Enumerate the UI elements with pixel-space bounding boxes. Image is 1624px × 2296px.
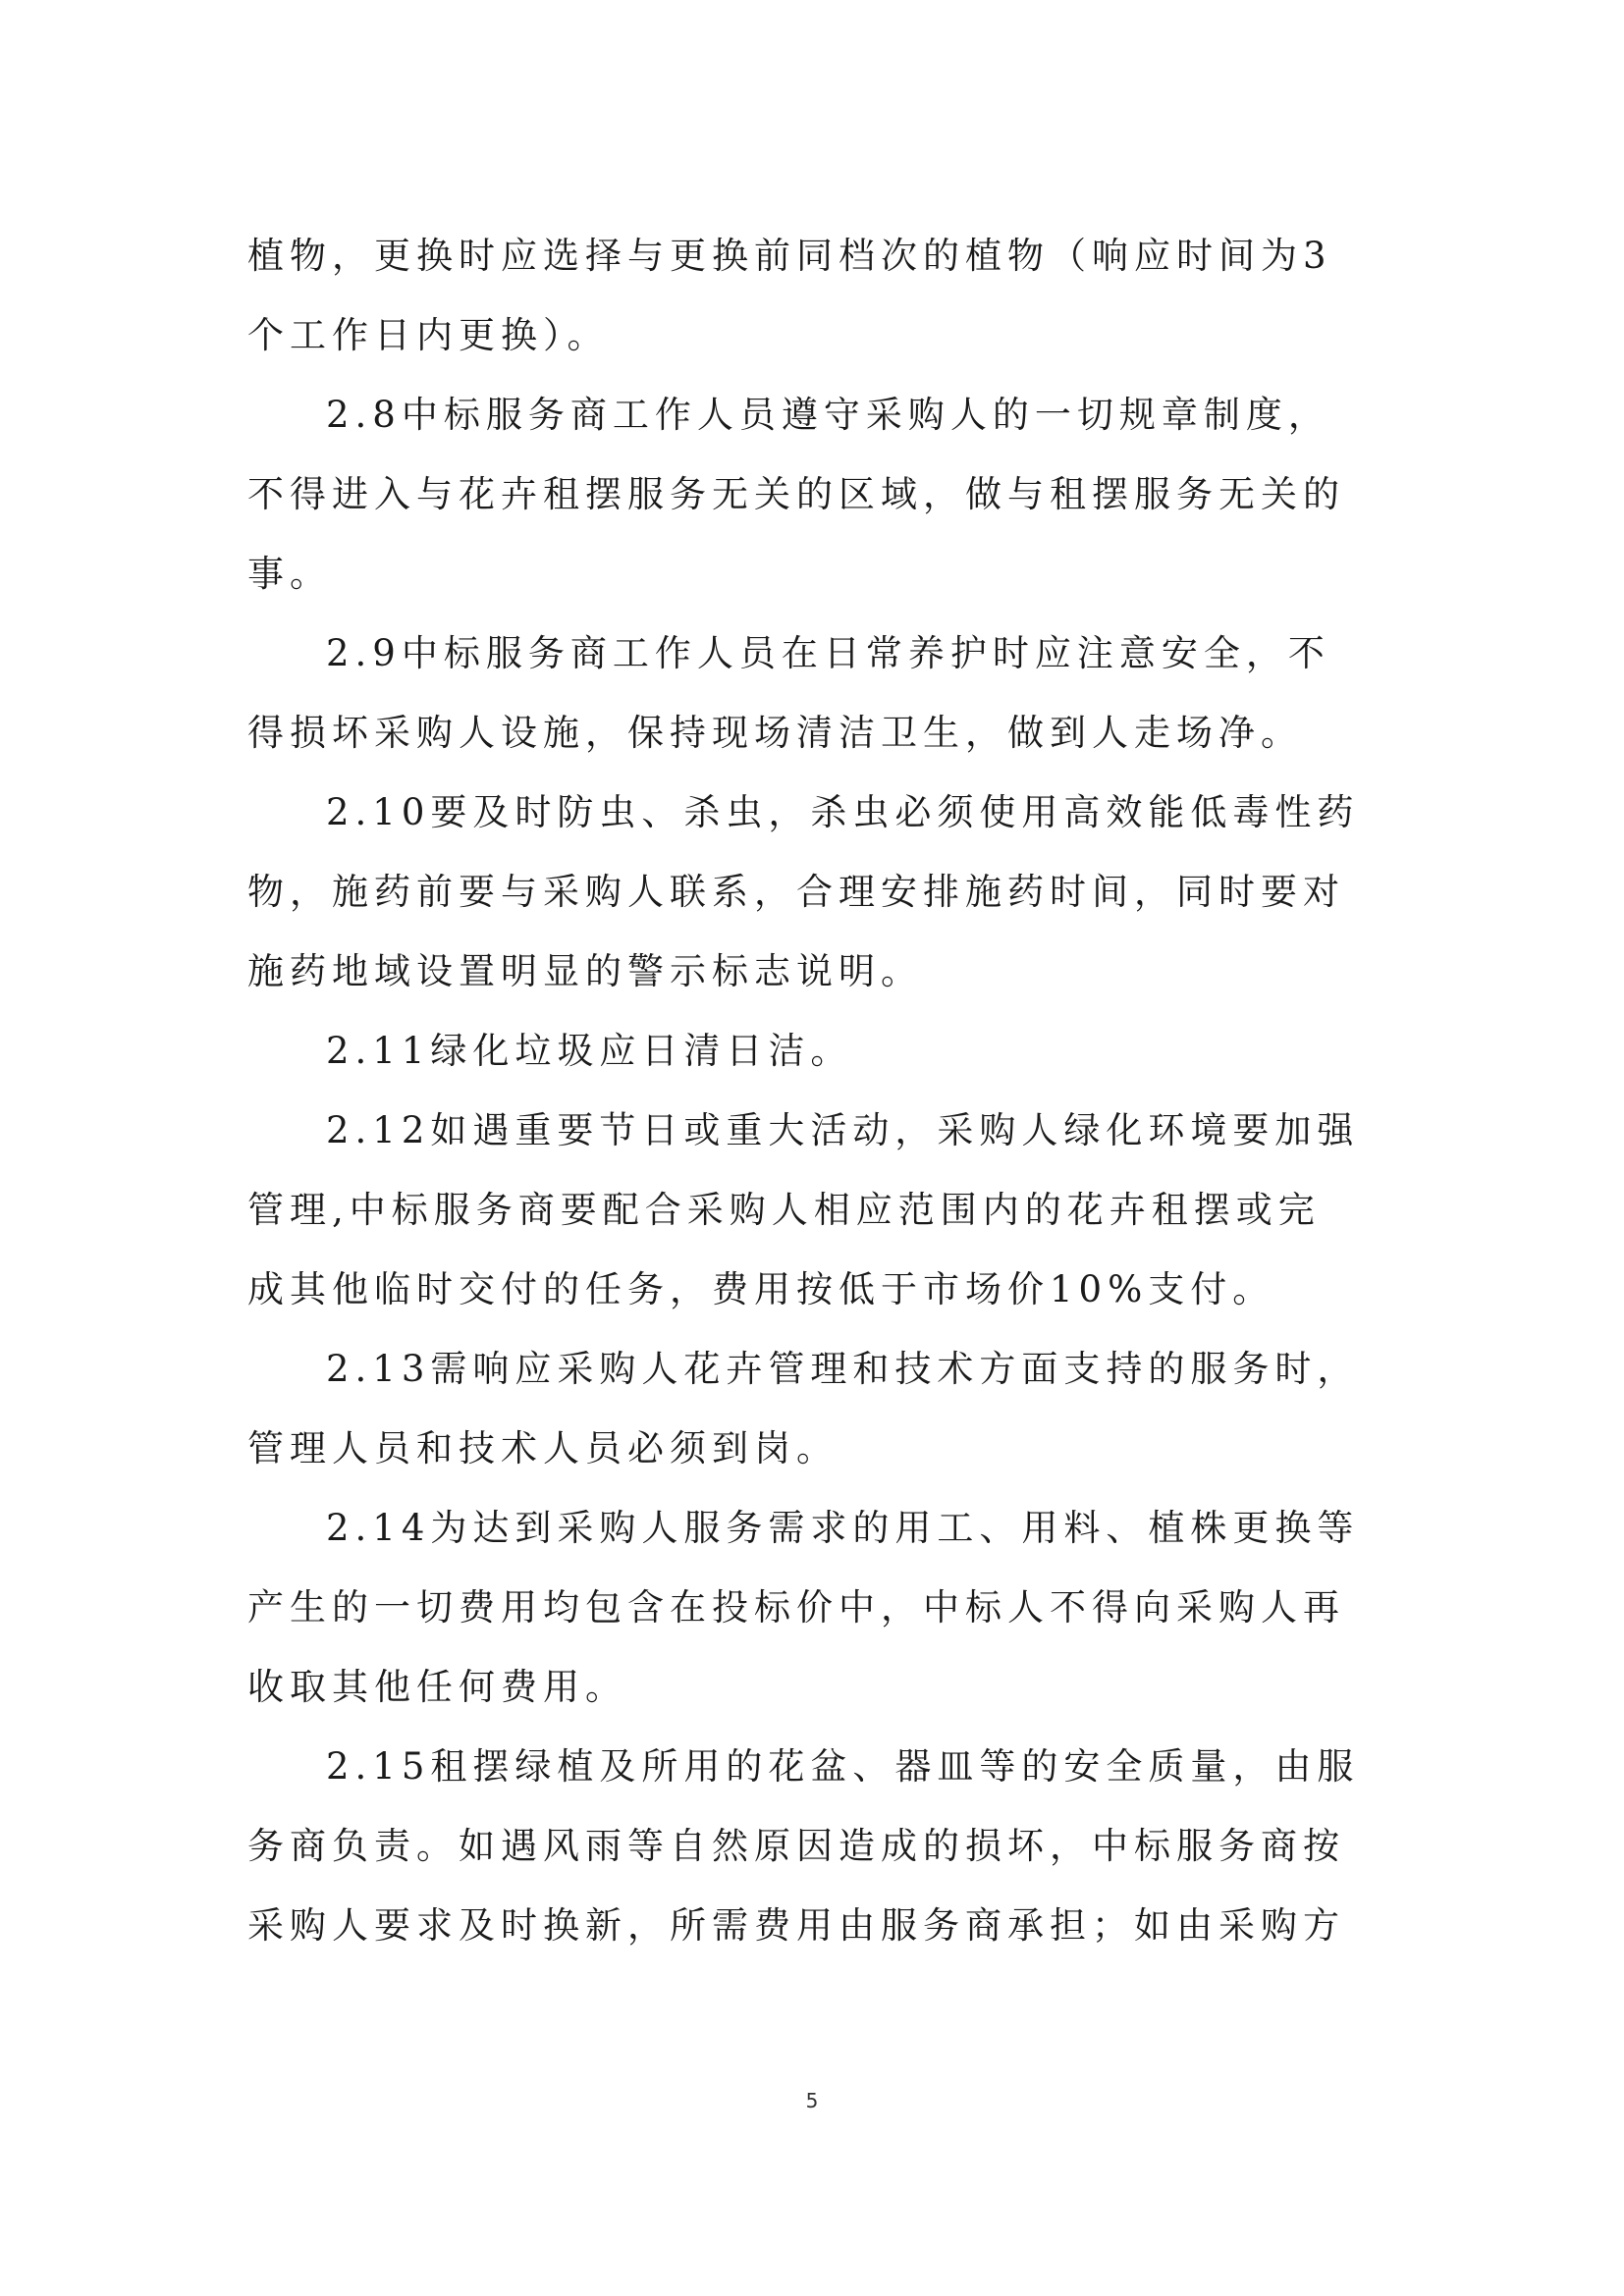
text-line: 管理人员和技术人员必须到岗。 <box>247 1427 839 1469</box>
text-line: 事。 <box>247 553 332 595</box>
text-line: 施药地域设置明显的警示标志说明。 <box>247 950 923 992</box>
paragraph-2-12-start: 2.12如遇重要节日或重大活动，采购人绿化环境要加强 <box>326 1109 1360 1151</box>
text-line: 物，施药前要与采购人联系，合理安排施药时间，同时要对 <box>247 871 1345 913</box>
paragraph-2-9-start: 2.9中标服务商工作人员在日常养护时应注意安全，不 <box>326 632 1330 674</box>
paragraph-2-8-start: 2.8中标服务商工作人员遵守采购人的一切规章制度， <box>326 394 1330 436</box>
text-line: 不得进入与花卉租摆服务无关的区域，做与租摆服务无关的 <box>247 473 1345 515</box>
text-line: 管理,中标服务商要配合采购人相应范围内的花卉租摆或完 <box>247 1189 1321 1231</box>
paragraph-2-15-start: 2.15租摆绿植及所用的花盆、器皿等的安全质量，由服 <box>326 1745 1360 1788</box>
page-number: 5 <box>805 2089 819 2112</box>
text-line: 得损坏采购人设施，保持现场清洁卫生，做到人走场净。 <box>247 712 1303 754</box>
paragraph-2-14-start: 2.14为达到采购人服务需求的用工、用料、植株更换等 <box>326 1507 1360 1549</box>
text-line: 采购人要求及时换新，所需费用由服务商承担；如由采购方 <box>247 1904 1345 1947</box>
text-line: 个工作日内更换）。 <box>247 314 610 356</box>
text-line: 产生的一切费用均包含在投标价中，中标人不得向采购人再 <box>247 1586 1345 1629</box>
text-line: 务商负责。如遇风雨等自然原因造成的损坏，中标服务商按 <box>247 1825 1345 1867</box>
paragraph-2-13-start: 2.13需响应采购人花卉管理和技术方面支持的服务时， <box>326 1348 1360 1390</box>
text-line: 成其他临时交付的任务，费用按低于市场价10%支付。 <box>247 1268 1275 1310</box>
body-text <box>247 216 1381 1965</box>
paragraph-2-10-start: 2.10要及时防虫、杀虫，杀虫必须使用高效能低毒性药 <box>326 791 1360 833</box>
text-line: 植物，更换时应选择与更换前同档次的植物（响应时间为3 <box>247 235 1332 277</box>
text-line: 收取其他任何费用。 <box>247 1666 627 1708</box>
paragraph-2-11: 2.11绿化垃圾应日清日洁。 <box>326 1030 853 1072</box>
